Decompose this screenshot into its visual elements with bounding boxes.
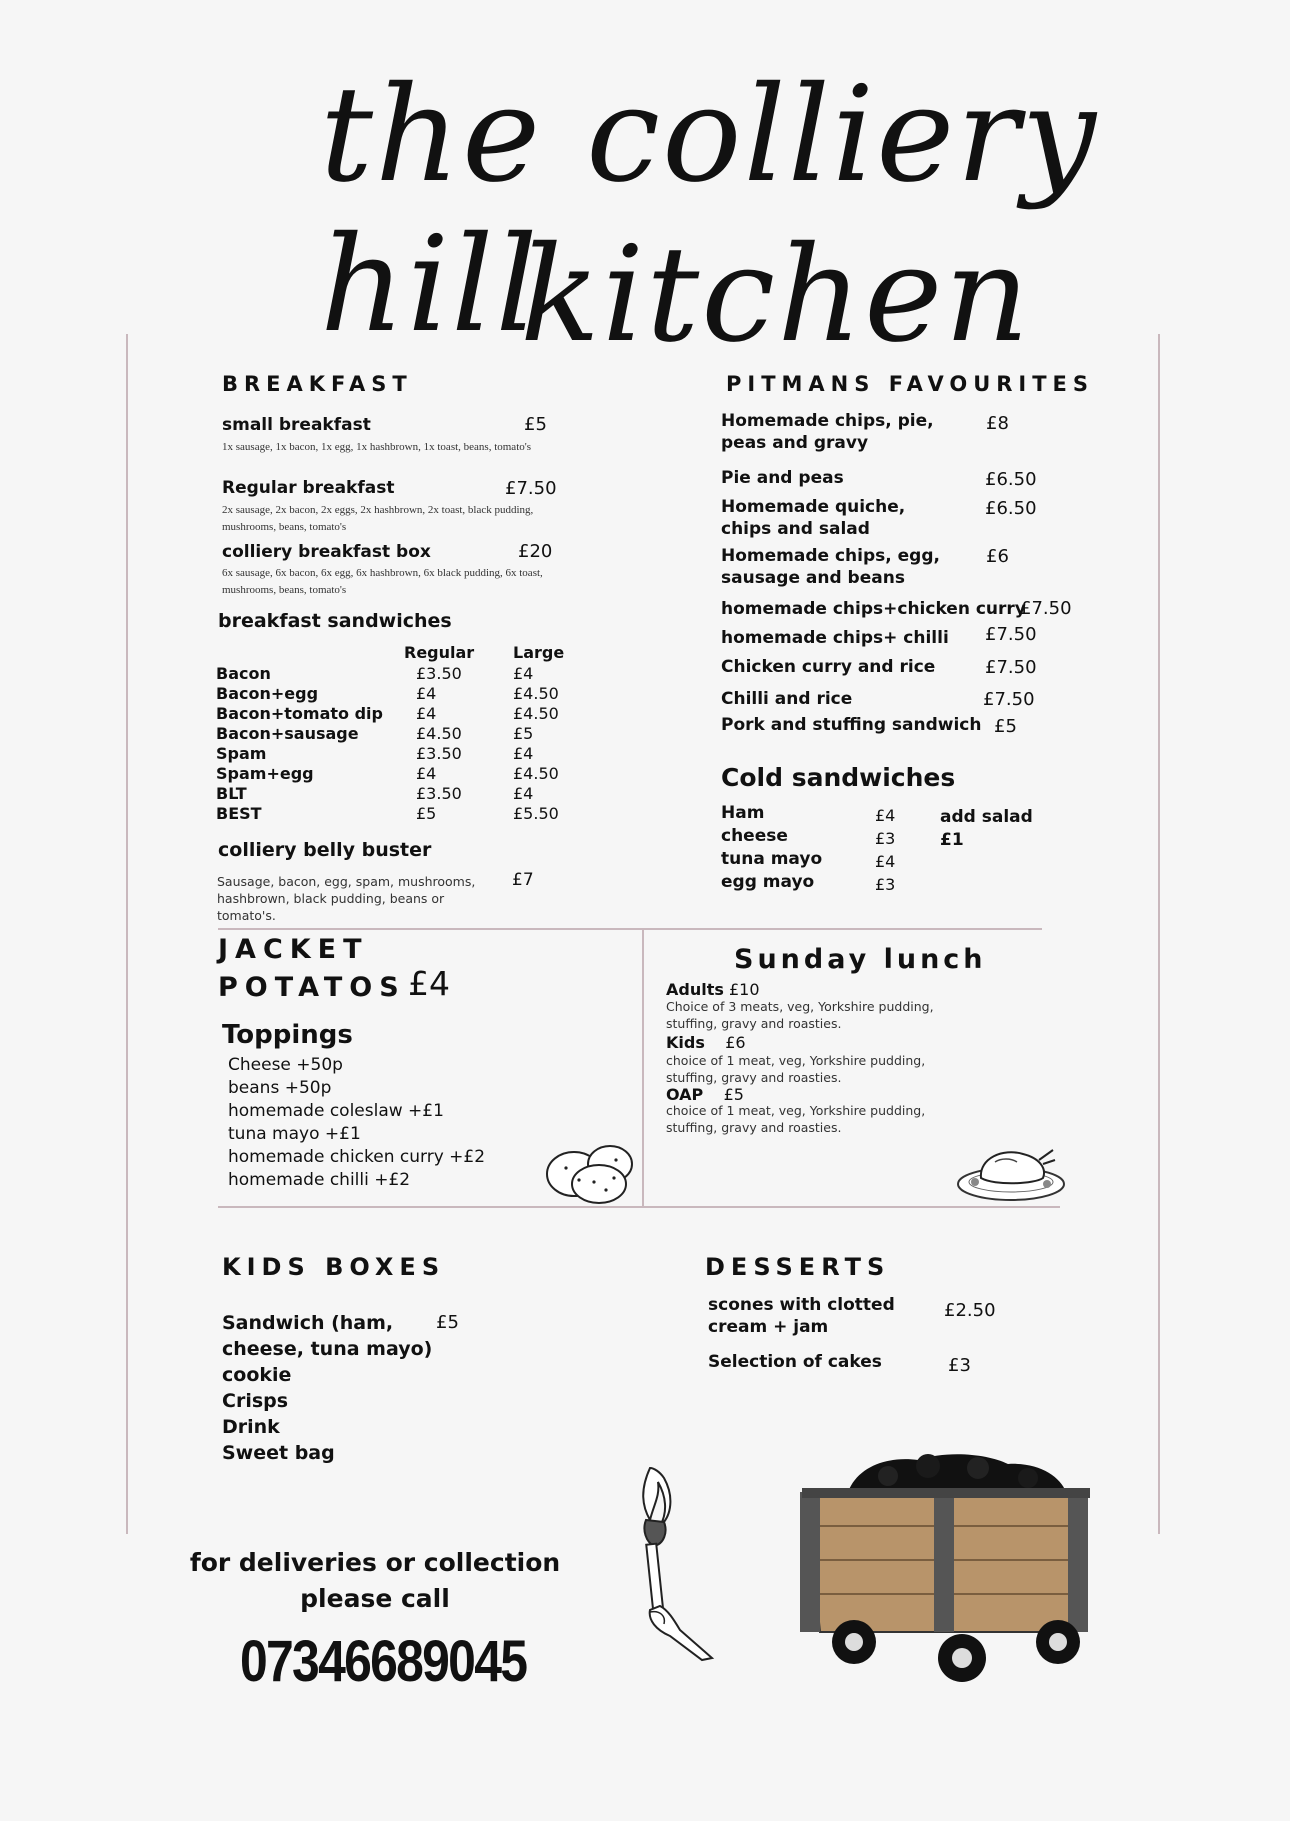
sandwiches-heading: breakfast sandwiches [218,610,452,632]
kids-extra: cookie [222,1364,292,1386]
cold-item-price: £3 [875,875,896,894]
sandwich-name: BEST [216,804,262,823]
breakfast-item-price: £7.50 [505,478,557,499]
table-row [216,784,565,804]
jacket-heading-line2: POTATOS [218,972,406,1003]
add-salad-price: £1 [940,830,964,850]
pitmans-item-name: Homemade chips, pie, peas and gravy [721,411,934,453]
breakfast-item-desc: 6x sausage, 6x bacon, 6x egg, 6x hashbrown, 6x black pudding, 6x toast, mushrooms, beans, tomato's [222,567,543,596]
topping-item: Cheese +50p [228,1055,343,1075]
pitmans-item-name: Homemade chips, egg, sausage and beans [721,546,940,588]
pitmans-item-price: £6.50 [985,469,1037,490]
sandwich-name: Bacon+egg [216,684,319,703]
jacket-price: £4 [408,964,450,1003]
pitmans-item-price: £6.50 [985,498,1037,519]
desserts-heading: DESSERTS [705,1253,891,1281]
sandwich-regular: £3.50 [416,744,462,763]
belly-buster-desc: Sausage, bacon, egg, spam, mushrooms, hashbrown, black pudding, beans or tomato's. [217,874,476,923]
sandwiches-table [216,640,565,824]
add-salad-label: add salad [940,807,1033,827]
sunday-item-desc: choice of 1 meat, veg, Yorkshire pudding, stuffing, gravy and roasties. [666,1103,926,1135]
divider-top [218,928,1042,930]
pitmans-item-name: Pork and stuffing sandwich [721,715,982,735]
pitmans-item-price: £5 [994,716,1017,737]
sandwich-large: £5.50 [513,804,559,823]
breakfast-item-name: colliery breakfast box [222,542,431,562]
sandwich-regular: £3.50 [416,784,462,803]
breakfast-item-desc: 1x sausage, 1x bacon, 1x egg, 1x hashbrown, 1x toast, beans, tomato's [222,441,532,453]
sunday-item-price: £5 [723,1085,744,1104]
pitmans-item-name: homemade chips+chicken curry [721,599,1026,619]
sandwich-name: Bacon+sausage [216,724,359,743]
table-row [216,664,565,684]
sandwich-regular: £4 [416,684,437,703]
cold-item-name: Ham [721,803,765,823]
breakfast-item-name: Regular breakfast [222,478,395,498]
topping-item: beans +50p [228,1078,332,1098]
table-row [216,744,565,764]
sunday-item-name: Kids [666,1033,705,1052]
topping-item: tuna mayo +£1 [228,1124,361,1144]
col-regular: Regular [404,642,475,662]
sandwich-large: £4 [513,744,534,763]
sandwich-name: Bacon+tomato dip [216,704,383,723]
dessert-item-name: Selection of cakes [708,1352,882,1372]
sunday-item-price: £6 [725,1033,746,1052]
pitmans-item-name: Chilli and rice [721,689,853,709]
sandwich-large: £4.50 [513,684,559,703]
left-border [126,334,128,1534]
kids-heading: KIDS BOXES [222,1253,446,1281]
breakfast-item-price: £5 [524,414,547,435]
toppings-heading: Toppings [222,1020,353,1050]
col-large: Large [513,642,565,662]
sandwich-large: £5 [513,724,534,743]
sunday-item-name: OAP [666,1085,704,1104]
sandwich-regular: £4 [416,764,437,783]
menu-title-line2: kitchen [520,218,1032,372]
table-row [216,724,565,744]
menu-title-line1: the colliery hill [320,58,1098,362]
sandwich-regular: £5 [416,804,437,823]
sandwich-regular: £4 [416,704,437,723]
sandwich-large: £4 [513,784,534,803]
torch-icon [620,1460,750,1680]
sandwich-regular: £3.50 [416,664,462,683]
footer-line1: for deliveries or collection [189,1548,561,1577]
dessert-item-name: scones with clotted cream + jam [708,1295,895,1337]
pitmans-item-name: Pie and peas [721,468,844,488]
sunday-item-price: £10 [728,980,760,999]
pitmans-item-name: homemade chips+ chilli [721,628,949,648]
kids-price: £5 [436,1312,459,1333]
roast-chicken-icon [955,1140,1067,1204]
cold-item-name: tuna mayo [721,849,823,869]
kids-extra: Drink [222,1416,280,1438]
cold-item-price: £4 [875,852,896,871]
kids-line1: Sandwich (ham, [222,1312,394,1334]
cold-item-name: egg mayo [721,872,815,892]
belly-buster-heading: colliery belly buster [218,839,432,861]
topping-item: homemade coleslaw +£1 [228,1101,444,1121]
sandwich-name: Spam [216,744,267,763]
dessert-item-price: £2.50 [944,1300,996,1321]
pitmans-heading: PITMANS FAVOURITES [726,372,1095,396]
topping-item: homemade chicken curry +£2 [228,1147,486,1167]
sunday-item-name: Adults [666,980,724,999]
kids-extra: Crisps [222,1390,289,1412]
sunday-heading: Sunday lunch [734,944,987,975]
jacket-heading-line1: JACKET [218,934,369,965]
dessert-item-price: £3 [948,1355,971,1376]
breakfast-item-name: small breakfast [222,415,371,435]
sandwich-name: Spam+egg [216,764,314,783]
table-row [216,764,565,784]
cold-item-name: cheese [721,826,788,846]
belly-buster-price: £7 [512,870,534,890]
pitmans-item-price: £7.50 [983,689,1035,710]
coal-cart-icon [798,1446,1098,1686]
pitmans-item-price: £6 [986,546,1009,567]
pitmans-item-price: £7.50 [1020,598,1072,619]
footer-line2: please call [300,1584,450,1613]
right-border [1158,334,1160,1534]
sandwich-large: £4 [513,664,534,683]
table-row [216,704,565,724]
kids-extra: Sweet bag [222,1442,335,1464]
breakfast-heading: BREAKFAST [222,372,413,396]
pitmans-item-name: Homemade quiche, chips and salad [721,497,906,539]
sandwich-name: BLT [216,784,247,803]
breakfast-item-price: £20 [518,541,553,562]
potatoes-icon [544,1138,644,1208]
cold-item-price: £4 [875,806,896,825]
pitmans-item-price: £7.50 [985,624,1037,645]
table-row [216,804,565,824]
cold-item-price: £3 [875,829,896,848]
pitmans-item-price: £8 [986,413,1009,434]
sandwich-regular: £4.50 [416,724,462,743]
sunday-item-desc: Choice of 3 meats, veg, Yorkshire pudding, stuffing, gravy and roasties. [666,999,934,1031]
kids-line2: cheese, tuna mayo) [222,1338,433,1360]
phone-number: 07346689045 [240,1629,527,1694]
breakfast-item-desc: 2x sausage, 2x bacon, 2x eggs, 2x hashbrown, 2x toast, black pudding, mushrooms, beans, tomato's [222,504,534,533]
sandwich-large: £4.50 [513,704,559,723]
topping-item: homemade chilli +£2 [228,1170,411,1190]
sandwich-name: Bacon [216,664,271,683]
sandwich-large: £4.50 [513,764,559,783]
sunday-item-desc: choice of 1 meat, veg, Yorkshire pudding, stuffing, gravy and roasties. [666,1053,926,1085]
pitmans-item-name: Chicken curry and rice [721,657,936,677]
cold-heading: Cold sandwiches [721,763,956,792]
table-row [216,684,565,704]
pitmans-item-price: £7.50 [985,657,1037,678]
